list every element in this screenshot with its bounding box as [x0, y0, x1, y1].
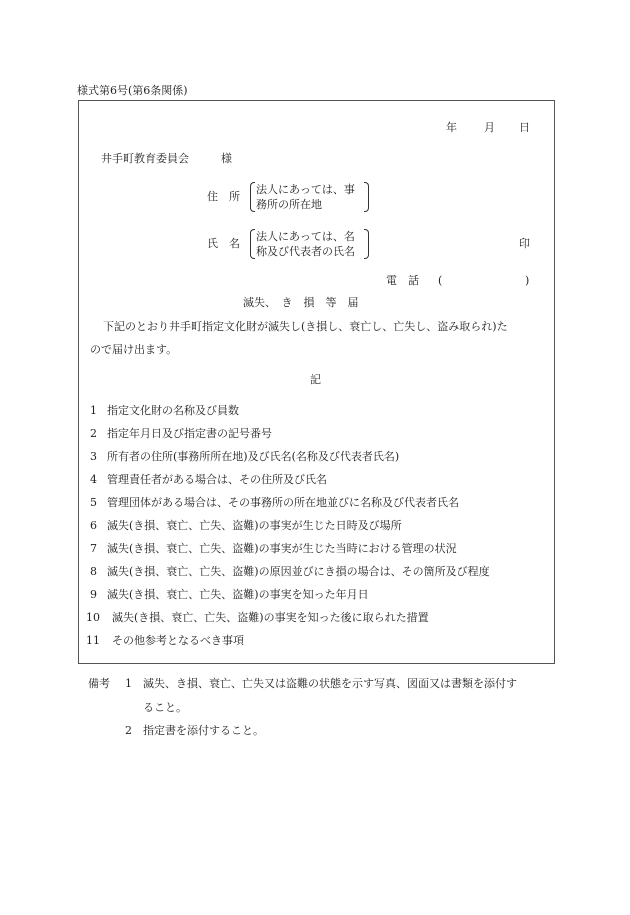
name-note-line2: 称及び代表者の氏名 [256, 245, 355, 258]
item-num: 6 [90, 519, 97, 532]
item-text: 所有者の住所(事務所所在地)及び氏名(名称及び代表者氏名) [107, 450, 400, 463]
intro-line1: 下記のとおり井手町指定文化財が滅失し(き損し、衰亡し、亡失し、盗み取られ)た [103, 320, 508, 333]
date-day: 日 [519, 121, 530, 134]
address-note-line2: 務所の所在地 [256, 198, 322, 211]
phone-label: 電 話 [386, 274, 419, 287]
item-text: 滅失(き損、衰亡、亡失、盗難)の事実を知った後に取られた措置 [112, 611, 429, 624]
item-num: 11 [86, 634, 100, 647]
item-text: 滅失(き損、衰亡、亡失、盗難)の原因並びにき損の場合は、その箇所及び程度 [107, 565, 490, 578]
item-num: 8 [90, 565, 97, 578]
item-num: 2 [90, 427, 97, 440]
remark1-num: 1 [125, 677, 132, 690]
name-bracket-right [364, 229, 369, 259]
item-num: 9 [90, 588, 97, 601]
remarks-label: 備考 [88, 677, 110, 690]
item-text: 管理団体がある場合は、その事務所の所在地並びに名称及び代表者氏名 [107, 496, 459, 509]
address-note-line1: 法人にあっては、事 [256, 183, 355, 196]
form-id: 様式第6号(第6条関係) [77, 84, 188, 97]
item-text: 管理責任者がある場合は、その住所及び氏名 [107, 473, 327, 486]
address-label: 住 所 [207, 190, 240, 203]
ki-heading: 記 [310, 373, 321, 386]
remark2-text: 指定書を添付すること。 [143, 724, 264, 737]
item-text: 滅失(き損、衰亡、亡失、盗難)の事実を知った年月日 [107, 588, 369, 601]
phone-open-paren: ( [438, 274, 443, 287]
item-num: 7 [90, 542, 97, 555]
item-num: 3 [90, 450, 97, 463]
intro-line2: ので届け出ます。 [90, 343, 178, 356]
item-num: 5 [90, 496, 97, 509]
item-text: その他参考となるべき事項 [112, 634, 244, 647]
phone-close-paren: ) [525, 274, 530, 287]
name-note-line1: 法人にあっては、名 [256, 230, 355, 243]
addressee: 井手町教育委員会 [101, 152, 189, 165]
remark2-num: 2 [125, 724, 132, 737]
form-title: 滅失、 き 損 等 届 [243, 296, 359, 309]
item-num: 10 [86, 611, 100, 624]
name-label: 氏 名 [207, 237, 240, 250]
item-text: 滅失(き損、衰亡、亡失、盗難)の事実が生じた当時における管理の状況 [107, 542, 457, 555]
date-month: 月 [484, 121, 495, 134]
item-text: 指定年月日及び指定書の記号番号 [107, 427, 272, 440]
date-year: 年 [446, 121, 457, 134]
seal-mark: 印 [519, 237, 530, 250]
item-text: 滅失(き損、衰亡、亡失、盗難)の事実が生じた日時及び場所 [107, 519, 402, 532]
address-bracket-right [364, 182, 369, 212]
remark1-line2: ること。 [143, 701, 187, 714]
address-bracket-left [250, 182, 255, 212]
honorific: 様 [221, 152, 232, 165]
item-num: 4 [90, 473, 97, 486]
item-text: 指定文化財の名称及び員数 [107, 404, 239, 417]
remark1-line1: 滅失、き損、衰亡、亡失又は盗難の状態を示す写真、図面又は書類を添付す [143, 677, 517, 690]
name-bracket-left [250, 229, 255, 259]
item-num: 1 [90, 404, 97, 417]
